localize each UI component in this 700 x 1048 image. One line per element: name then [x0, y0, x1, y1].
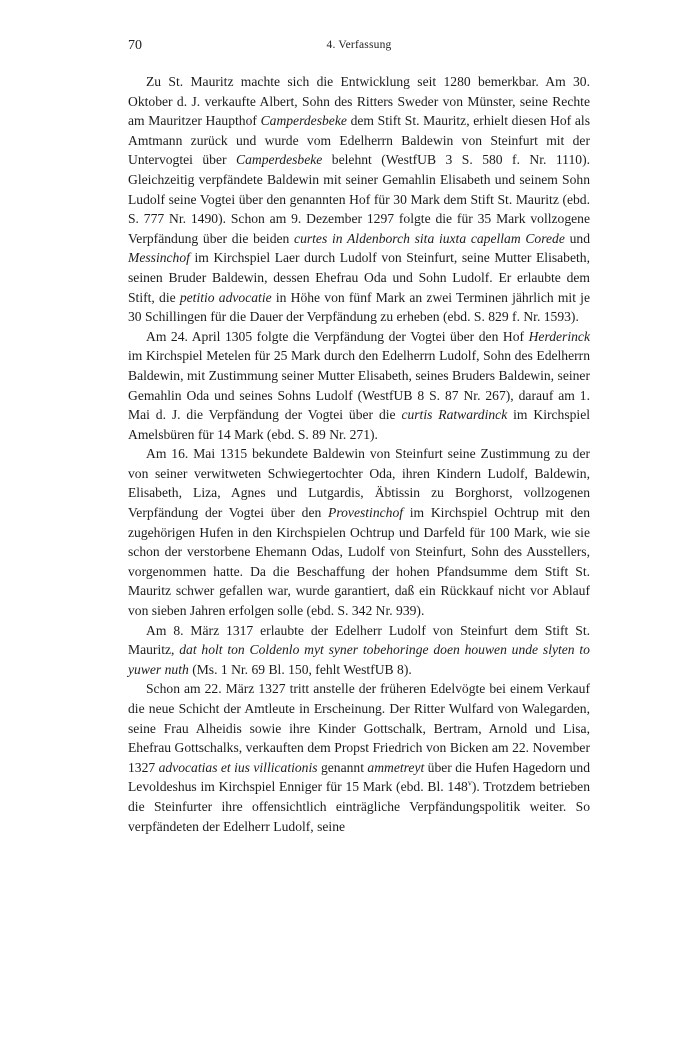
text-run: ). Trotzdem betrieben die Steinfurter ihre offensichtlich einträgliche Verpfändungspolitik weiter. So verpfändeten der Edelherr Ludolf, seine: [128, 779, 590, 834]
text-run: belehnt (WestfUB 3 S. 580 f. Nr. 1110). Gleichzeitig verpfändete Baldewin mit seiner Gemahlin Elisabeth und seinem Sohn Ludolf seine Vogtei über den genannten Hof für 30 Mark dem Stift St. Mauritz (ebd. S. 777 Nr. 1490). Schon am 9. Dezember 1297 folgte die für 35 Mark vollzogene Verpfändung über die beiden: [128, 152, 590, 246]
text-run: Schon am 22. März 1327 tritt anstelle der früheren Edelvögte bei einem Verkauf die neue Schicht der Amtleute in Erscheinung. Der Ritter Wulfard von Walegarden, seine Frau Alheidis sowie ihre Kinder Gottschalk, Bertram, Arnold und Lisa, Ehefrau Gottschalks, verkauften dem Propst Friedrich von Bicken am 22. November 1327: [128, 681, 590, 775]
text-run: dem Stift St. Mauritz, erhielt diesen Hof als Amtmann zurück und wurde vom Edelherrn Baldewin von Steinfurt mit der Untervogtei über: [128, 113, 590, 168]
page-header: [128, 38, 590, 60]
paragraph: [128, 621, 590, 680]
italic-quote: petitio advocatie: [179, 289, 272, 305]
italic-quote: ammetreyt: [367, 759, 425, 775]
text-run: genannt: [317, 759, 368, 775]
italic-quote: Messinchof: [128, 250, 190, 266]
running-head: 4. Verfassung: [326, 39, 392, 51]
text-run: Zu St. Mauritz machte sich die Entwicklung seit 1280 bemerkbar. Am 30. Oktober d. J. verkaufte Albert, Sohn des Ritters Sweder von Münster, seine Rechte am Mauritzer Haupthof: [128, 74, 590, 129]
italic-quote: Camperdesbeke: [236, 152, 323, 168]
text-run: (Ms. 1 Nr. 69 Bl. 150, fehlt WestfUB 8).: [188, 661, 412, 677]
italic-quote: dat holt ton Coldenlo myt syner tobehoringe doen houwen unde slyten to yuwer nuth: [128, 642, 590, 677]
text-run: im Kirchspiel Ochtrup mit den zugehörigen Hufen in den Kirchspielen Ochtrup und Darfeld für 100 Mark, wie sie schon der verstorbene Ehemann Odas, Ludolf von Steinfurt, Sohn des Ausstellers, vorgenommen hatte. Da die Beschaffung der hohen Pfandsumme dem Stift St. Mauritz schwer gefallen war, wurde garantiert, daß ein Rückkauf nicht vor Ablauf von sieben Jahren erfolgen solle (ebd. S. 342 Nr. 939).: [128, 505, 590, 619]
paragraph: [128, 444, 590, 620]
italic-quote: Camperdesbeke: [260, 113, 347, 129]
italic-quote: advocatias et ius villicationis: [158, 759, 318, 775]
italic-quote: Herderinck: [528, 328, 590, 344]
body-text: [128, 72, 590, 836]
text-run: im Kirchspiel Laer durch Ludolf von Steinfurt, seine Mutter Elisabeth, seinen Bruder Baldewin, dessen Ehefrau Oda und Sohn Ludolf. Er erlaubte dem Stift, die: [128, 250, 590, 305]
italic-quote: Provestinchof: [328, 505, 404, 521]
text-run: über die Hufen Hagedorn und Levoldeshus im Kirchspiel Enniger für 15 Mark (ebd. Bl. 148: [128, 759, 591, 795]
paragraph: [128, 679, 590, 836]
paragraph: [128, 72, 590, 327]
text-run: im Kirchspiel Metelen für 25 Mark durch den Edelherrn Ludolf, Sohn des Edelherrn Baldewin, mit Zustimmung seiner Mutter Elisabeth, seines Bruders Baldewin, seiner Gemahlin Oda und seines Sohns Ludolf (WestfUB 8 S. 87 Nr. 267), darauf am 1. Mai d. J. die Verpfändung der Vogtei über die: [128, 348, 590, 423]
italic-quote: curtis Ratwardinck: [401, 407, 508, 423]
text-run: Am 16. Mai 1315 bekundete Baldewin von Steinfurt seine Zustimmung zu der von seiner verwitweten Schwiegertochter Oda, ihren Kindern Ludolf, Baldewin, Elisabeth, Liza, Agnes und Lutgardis, Äbtissin zu Borghorst, vollzogenen Verpfändung der Vogtei über den: [128, 446, 590, 521]
paragraph: [128, 327, 590, 445]
superscript: v: [467, 778, 472, 788]
page-number: 70: [128, 38, 142, 53]
text-run: und: [564, 230, 590, 246]
text-run: Am 8. März 1317 erlaubte der Edelherr Ludolf von Steinfurt dem Stift St. Mauritz,: [128, 622, 590, 658]
text-run: im Kirchspiel Amelsbüren für 14 Mark (ebd. S. 89 Nr. 271).: [128, 407, 591, 442]
text-run: Am 24. April 1305 folgte die Verpfändung der Vogtei über den Hof: [146, 328, 529, 344]
text-run: in Höhe von fünf Mark an zwei Terminen jährlich mit je 30 Schillingen für die Dauer der Verpfändung zu erheben (ebd. S. 829 f. Nr. 1593).: [128, 289, 590, 325]
italic-quote: curtes in Aldenborch sita iuxta capellam Corede: [294, 230, 565, 246]
